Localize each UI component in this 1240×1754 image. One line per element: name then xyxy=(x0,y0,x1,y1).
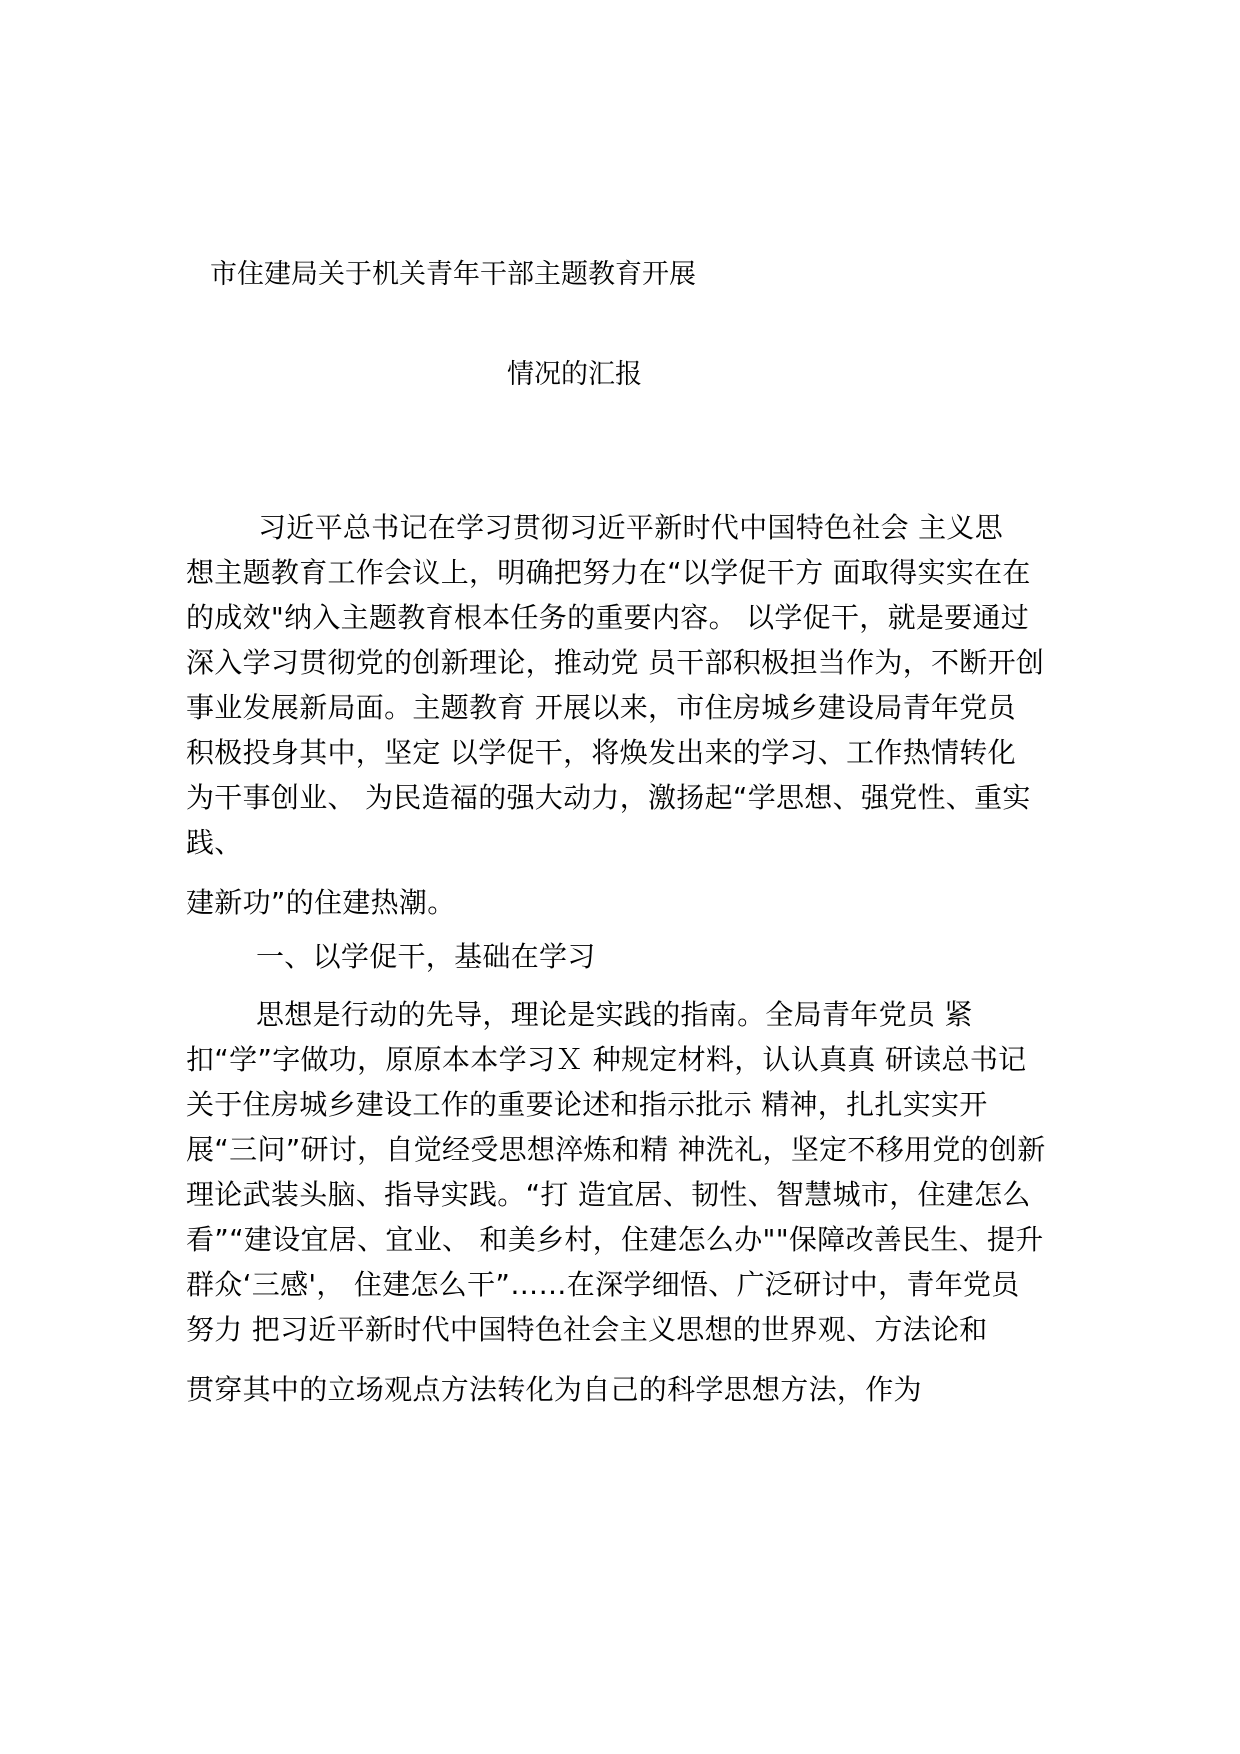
paragraph-line: 建新功”的住建热潮。 xyxy=(186,886,456,919)
paragraph-line: 想主题教育工作会议上，明确把努力在“以学促干方 面取得实实在在 xyxy=(186,556,1031,589)
document-title-line-1: 市住建局关于机关青年干部主题教育开展 xyxy=(210,259,696,290)
paragraph-line: 习近平总书记在学习贯彻习近平新时代中国特色社会 主义思 xyxy=(258,511,1004,544)
paragraph-line: 群众‘三感'， 住建怎么干”……在深学细悟、广泛研讨中，青年党员 xyxy=(186,1268,1020,1301)
document-title-line-2: 情况的汇报 xyxy=(507,359,642,390)
paragraph-line: 努力 把习近平新时代中国特色社会主义思想的世界观、方法论和 xyxy=(186,1313,988,1346)
paragraph-line: 践、 xyxy=(186,826,243,859)
paragraph-line: 为干事创业、 为民造福的强大动力，激扬起“学思想、强党性、重实 xyxy=(186,781,1031,814)
section-heading: 一、以学促干，基础在学习 xyxy=(256,940,596,973)
paragraph-line: 深入学习贯彻党的创新理论，推动党 员干部积极担当作为，不断开创 xyxy=(186,646,1045,679)
paragraph-line: 事业发展新局面。主题教育 开展以来，市住房城乡建设局青年党员 xyxy=(186,691,1016,724)
paragraph-line: 理论武装头脑、指导实践。“打 造宜居、韧性、智慧城市，住建怎么 xyxy=(186,1178,1031,1211)
paragraph-line: 积极投身其中，坚定 以学促干，将焕发出来的学习、工作热情转化 xyxy=(186,736,1016,769)
paragraph-line: 关于住房城乡建设工作的重要论述和指示批示 精神，扎扎实实开 xyxy=(186,1088,988,1121)
paragraph-line: 展“三问”研讨，自觉经受思想淬炼和精 神洗礼，坚定不移用党的创新 xyxy=(186,1133,1046,1166)
paragraph-line: 思想是行动的先导，理论是实践的指南。全局青年党员 紧 xyxy=(256,998,973,1031)
paragraph-line: 贯穿其中的立场观点方法转化为自己的科学思想方法，作为 xyxy=(186,1373,922,1406)
paragraph-line: 扣“学”字做功，原原本本学习Ｘ 种规定材料，认认真真 研读总书记 xyxy=(186,1043,1027,1076)
paragraph-line: 看”“建设宜居、宜业、 和美乡村，住建怎么办""保障改善民生、提升 xyxy=(186,1223,1044,1256)
paragraph-line: 的成效"纳入主题教育根本任务的重要内容。 以学促干，就是要通过 xyxy=(186,601,1030,634)
